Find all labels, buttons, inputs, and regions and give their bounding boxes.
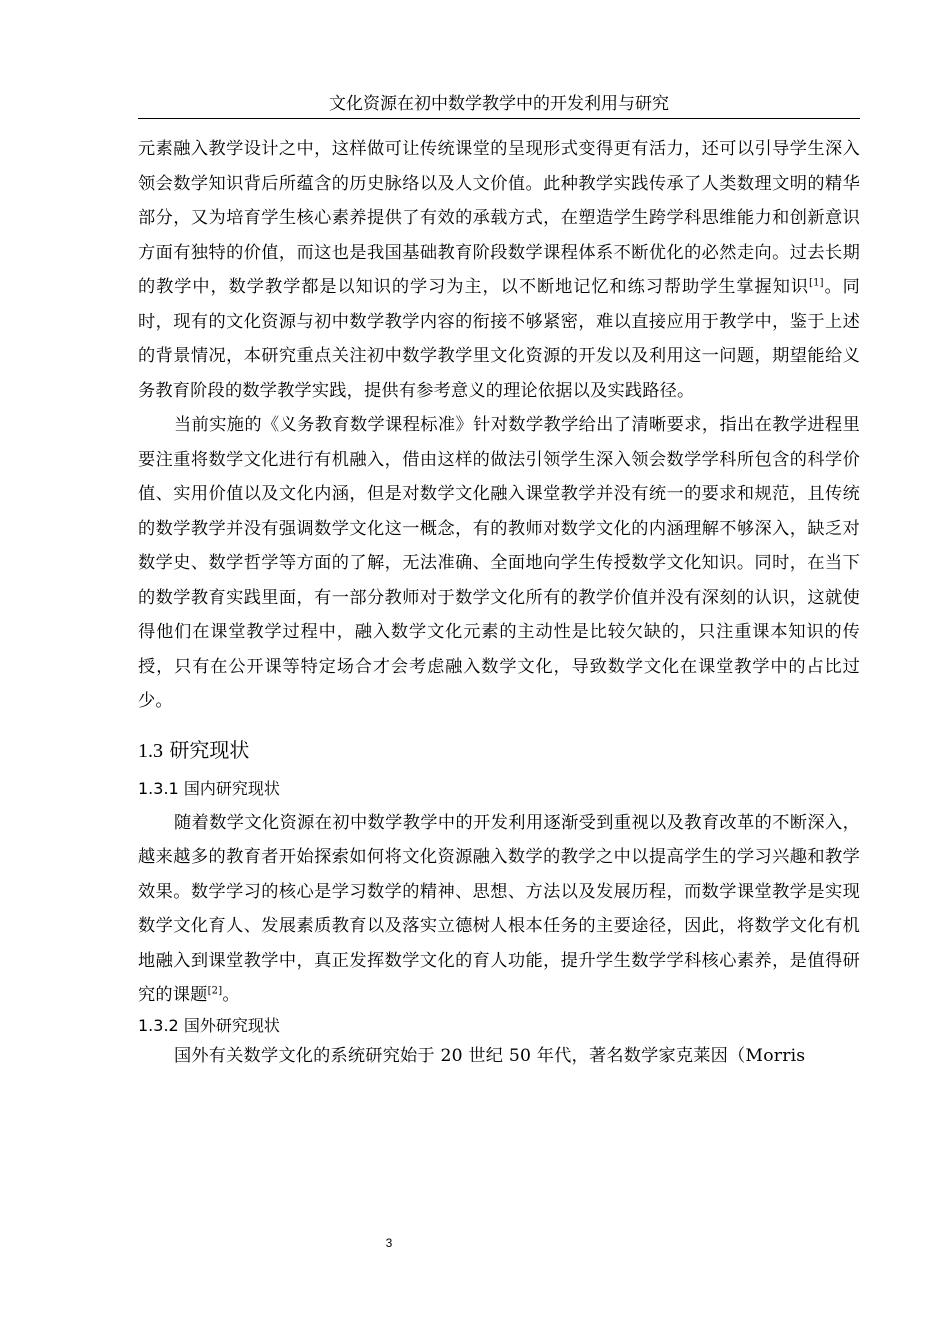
paragraph-text: 随着数学文化资源在初中数学教学中的开发利用逐渐受到重视以及教育改革的不断深入，越来越多的教育者开始探索如何将文化资源融入数学的教学之中以提高学生的学习兴趣和教学效果。数学学习的核心是学习数学的精神、思想、方法以及发展历程，而数学课堂教学是实现数学文化育人、发展素质教育以及落实立德树人根本任务的主要途径，因此，将数学文化有机地融入到课堂教学中，真正发挥数学文化的育人功能，提升学生数学学科核心素养，是值得研究的课题 xyxy=(138,812,860,1005)
body-text xyxy=(138,132,860,1073)
citation-2[interactable]: [2] xyxy=(207,985,223,997)
section-number: 1.3.1 xyxy=(138,778,179,798)
page-number: 3 xyxy=(385,1236,393,1250)
section-title: 国外研究现状 xyxy=(183,1015,280,1035)
section-title: 研究现状 xyxy=(169,737,250,762)
section-heading-1-3-1 xyxy=(138,776,860,802)
section-heading-1-3-2 xyxy=(138,1013,860,1039)
paragraph-text: 。 xyxy=(222,985,240,1005)
paragraph-continuation xyxy=(138,132,860,408)
paragraph-text: 。同时，现有的文化资源与初中数学教学内容的衔接不够紧密，难以直接应用于教学中，鉴于上述的背景情况，本研究重点关注初中数学教学里文化资源的开发以及利用这一问题，期望能给义务教育阶段的数学教学实践，提供有参考意义的理论依据以及实践路径。 xyxy=(138,277,861,401)
section-number: 1.3 xyxy=(138,739,163,762)
header-rule xyxy=(138,118,860,119)
section-heading-1-3 xyxy=(138,735,860,766)
section-title: 国内研究现状 xyxy=(183,778,280,798)
paragraph-text: 元素融入教学设计之中，这样做可让传统课堂的呈现形式变得更有活力，还可以引导学生深入领会数学知识背后所蕴含的历史脉络以及人文价值。此种教学实践传承了人类数理文明的精华部分，又为培育学生核心素养提供了有效的承载方式，在塑造学生跨学科思维能力和创新意识方面有独特的价值，而这也是我国基础教育阶段数学课程体系不断优化的必然走向。过去长期的教学中，数学教学都是以知识的学习为主，以不断地记忆和练习帮助学生掌握知识 xyxy=(138,139,860,297)
running-header: 文化资源在初中数学教学中的开发利用与研究 xyxy=(329,94,669,114)
paragraph-foreign-research: 国外有关数学文化的系统研究始于 20 世纪 50 年代，著名数学家克莱因（Morris xyxy=(174,1045,806,1066)
paragraph-curriculum-standard: 当前实施的《义务教育数学课程标准》针对数学教学给出了清晰要求，指出在教学进程里要注重将数学文化进行有机融入，借由这样的做法引领学生深入领会数学学科所包含的科学价值、实用价值以及文化内涵，但是对数学文化融入课堂教学并没有统一的要求和规范，且传统的数学教学并没有强调数学文化这一概念，有的教师对数学文化的内涵理解不够深入，缺乏对数学史、数学哲学等方面的了解，无法准确、全面地向学生传授数学文化知识。同时，在当下的数学教育实践里面，有一部分教师对于数学文化所有的教学价值并没有深刻的认识，这就使得他们在课堂教学过程中，融入数学文化元素的主动性是比较欠缺的，只注重课本知识的传授，只有在公开课等特定场合才会考虑融入数学文化，导致数学文化在课堂教学中的占比过少。 xyxy=(138,415,860,711)
paragraph-domestic-research xyxy=(138,806,860,1013)
citation-1[interactable]: [1] xyxy=(808,277,824,289)
section-number: 1.3.2 xyxy=(138,1015,179,1035)
